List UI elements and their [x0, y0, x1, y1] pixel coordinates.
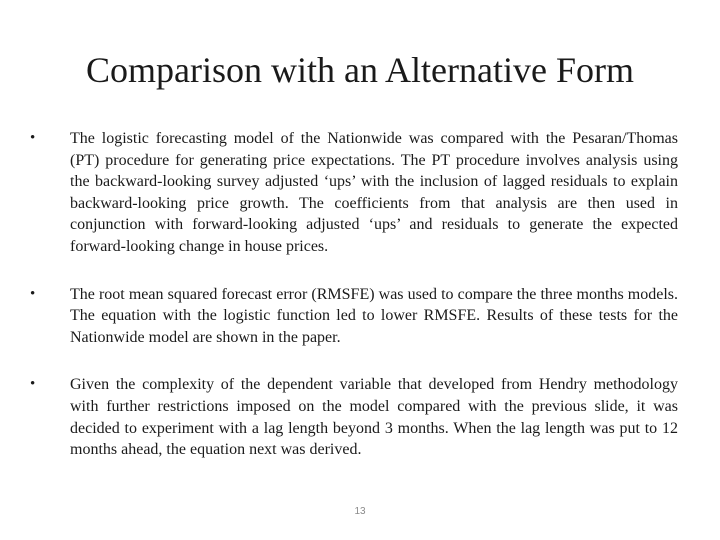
bullet-marker: •: [30, 130, 36, 146]
bullet-marker: •: [30, 376, 36, 393]
bullet-marker: •: [30, 285, 36, 302]
bullet-text: The root mean squared forecast error (RMSFE) was used to compare the three months models. The equation with the logistic function led to lower RMSFE. Results of these tests for the Nationwide model are shown in the paper.: [70, 285, 678, 346]
slide-title: Comparison with an Alternative Form: [86, 50, 634, 90]
bullet-item: [30, 374, 678, 460]
bullet-list: [30, 128, 678, 461]
bullet-item: [30, 284, 678, 349]
bullet-text: The logistic forecasting model of the Nationwide was compared with the Pesaran/Thomas (PT) procedure for generating price expectations. The PT procedure involves analysis using the backward-looking survey adjusted ‘ups’ with the inclusion of lagged residuals to explain backward-looking price growth. The coefficients from that analysis are then used in conjunction with forward-looking adjusted ‘ups’ and residuals to generate the expected forward-looking change in house prices.: [70, 130, 678, 255]
bullet-text: Given the complexity of the dependent variable that developed from Hendry methodology with further restrictions imposed on the model compared with the previous slide, it was decided to experiment with a lag length beyond 3 months. When the lag length was put to 12 months ahead, the equation next was derived.: [70, 376, 678, 459]
page-number: 13: [354, 506, 366, 517]
bullet-item: [30, 128, 678, 258]
